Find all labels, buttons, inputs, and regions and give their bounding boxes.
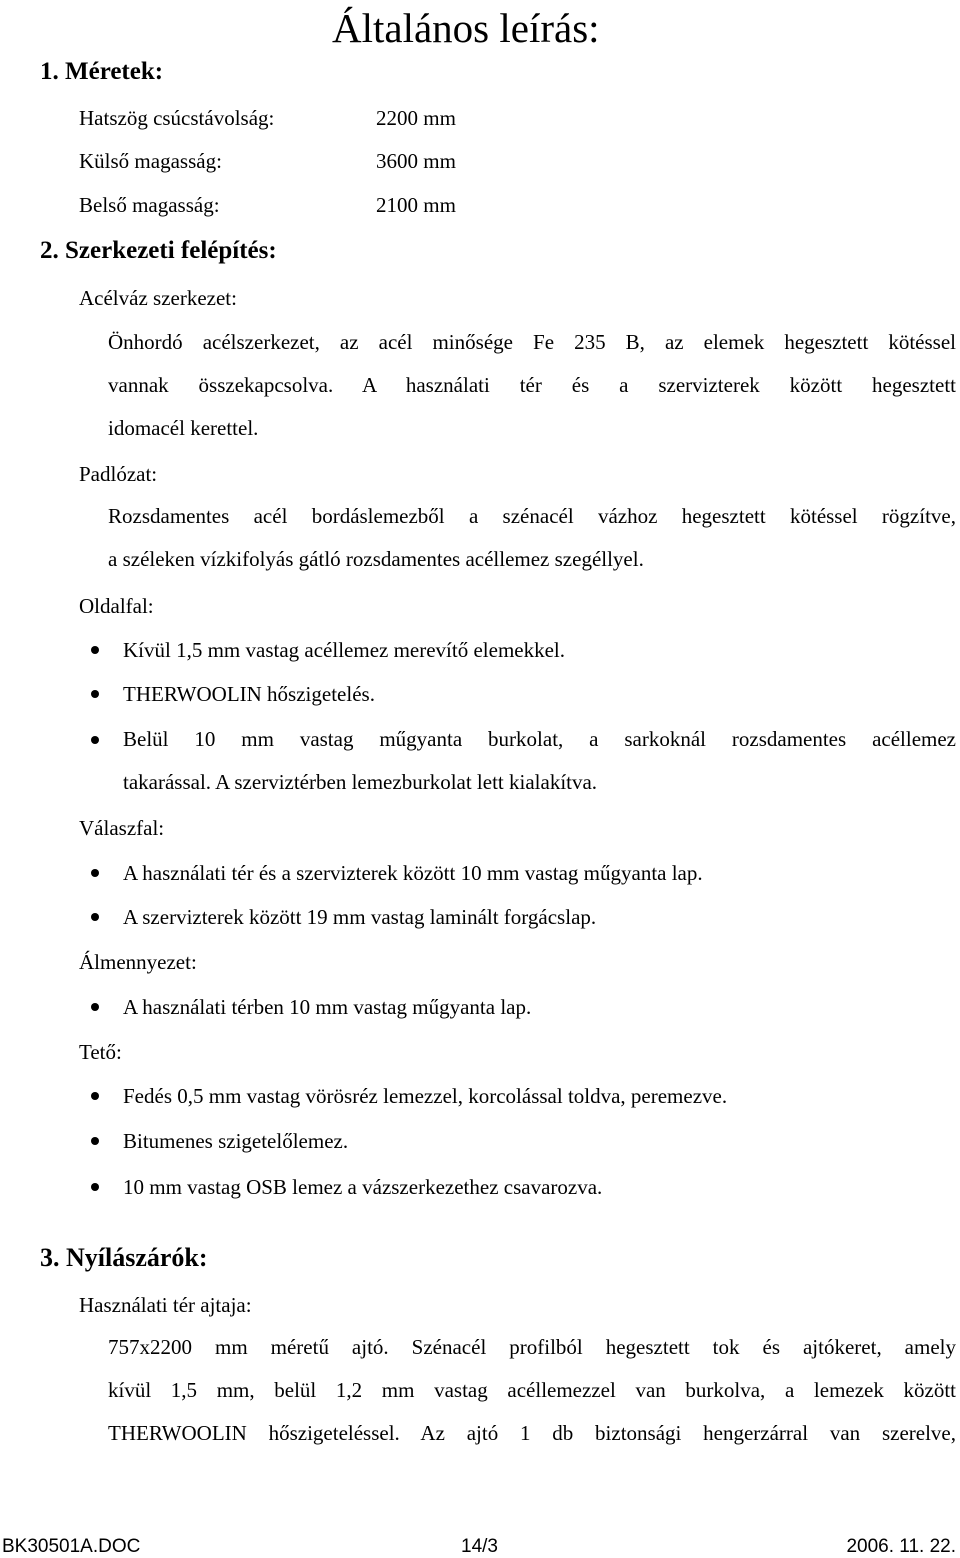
- bullet-icon: [91, 913, 99, 921]
- dimension-label: Külső magasság:: [79, 149, 222, 173]
- footer-page-number: 14/3: [461, 1536, 498, 1557]
- paragraph-line: Önhordó acélszerkezet, az acél minősége Fe 235 B, az elemek hegesztett kötéssel: [108, 330, 956, 354]
- paragraph-line: 757x2200 mm méretű ajtó. Szénacél profilból hegesztett tok és ajtókeret, amely: [108, 1335, 956, 1359]
- bullet-icon: [91, 1092, 99, 1100]
- bullet-icon: [91, 1183, 99, 1191]
- dimension-value: 2200 mm: [376, 106, 456, 130]
- subsection-label-acelvaz: Acélváz szerkezet:: [79, 286, 237, 310]
- subsection-label-teto: Tető:: [79, 1040, 122, 1064]
- paragraph-padlozat: [108, 495, 956, 581]
- bullet-icon: [91, 1003, 99, 1011]
- paragraph-line: idomacél kerettel.: [108, 416, 259, 440]
- subsection-label-valaszfal: Válaszfal:: [79, 816, 165, 840]
- subsection-label-almennyezet: Álmennyezet:: [79, 950, 197, 974]
- bullet-icon: [91, 736, 99, 744]
- footer-filename: BK30501A.DOC: [2, 1536, 141, 1557]
- subsection-label-padlozat: Padlózat:: [79, 462, 158, 486]
- page-title: Általános leírás:: [332, 5, 600, 51]
- section-heading-szerkezeti: 2. Szerkezeti felépítés:: [40, 237, 277, 264]
- dimension-label: Hatszög csúcstávolság:: [79, 106, 275, 130]
- dimension-label: Belső magasság:: [79, 193, 220, 217]
- footer-date: 2006. 11. 22.: [846, 1536, 956, 1557]
- paragraph-line: THERWOOLIN hőszigeteléssel. Az ajtó 1 db biztonsági hengerzárral van szerelve,: [108, 1421, 956, 1445]
- dimension-value: 3600 mm: [376, 149, 456, 173]
- paragraph-line: a széleken vízkifolyás gátló rozsdamentes acéllemez szegéllyel.: [108, 547, 644, 571]
- paragraph-acelvaz: [108, 321, 956, 450]
- bullet-icon: [91, 690, 99, 698]
- list-line: Belül 10 mm vastag műgyanta burkolat, a sarkoknál rozsdamentes acéllemez: [123, 727, 956, 751]
- paragraph-line: kívül 1,5 mm, belül 1,2 mm vastag acéllemezzel van burkolva, a lemezek között: [108, 1378, 956, 1402]
- subsection-label-oldalfal: Oldalfal:: [79, 594, 154, 618]
- bullet-icon: [91, 646, 99, 654]
- section-heading-meretek: 1. Méretek:: [40, 58, 164, 85]
- list-item-text: [123, 718, 956, 804]
- section-heading-nyilaszarok: 3. Nyílászárók:: [40, 1243, 208, 1272]
- dimension-value: 2100 mm: [376, 193, 456, 217]
- paragraph-line: vannak összekapcsolva. A használati tér és a szervizterek között hegesztett: [108, 373, 956, 397]
- paragraph-ajto: [108, 1326, 956, 1455]
- subsection-label-ajto: Használati tér ajtaja:: [79, 1293, 252, 1317]
- bullet-icon: [91, 869, 99, 877]
- list-line: takarással. A szerviztérben lemezburkolat lett kialakítva.: [123, 770, 598, 794]
- paragraph-line: Rozsdamentes acél bordáslemezből a szénacél vázhoz hegesztett kötéssel rögzítve,: [108, 504, 956, 528]
- bullet-icon: [91, 1137, 99, 1145]
